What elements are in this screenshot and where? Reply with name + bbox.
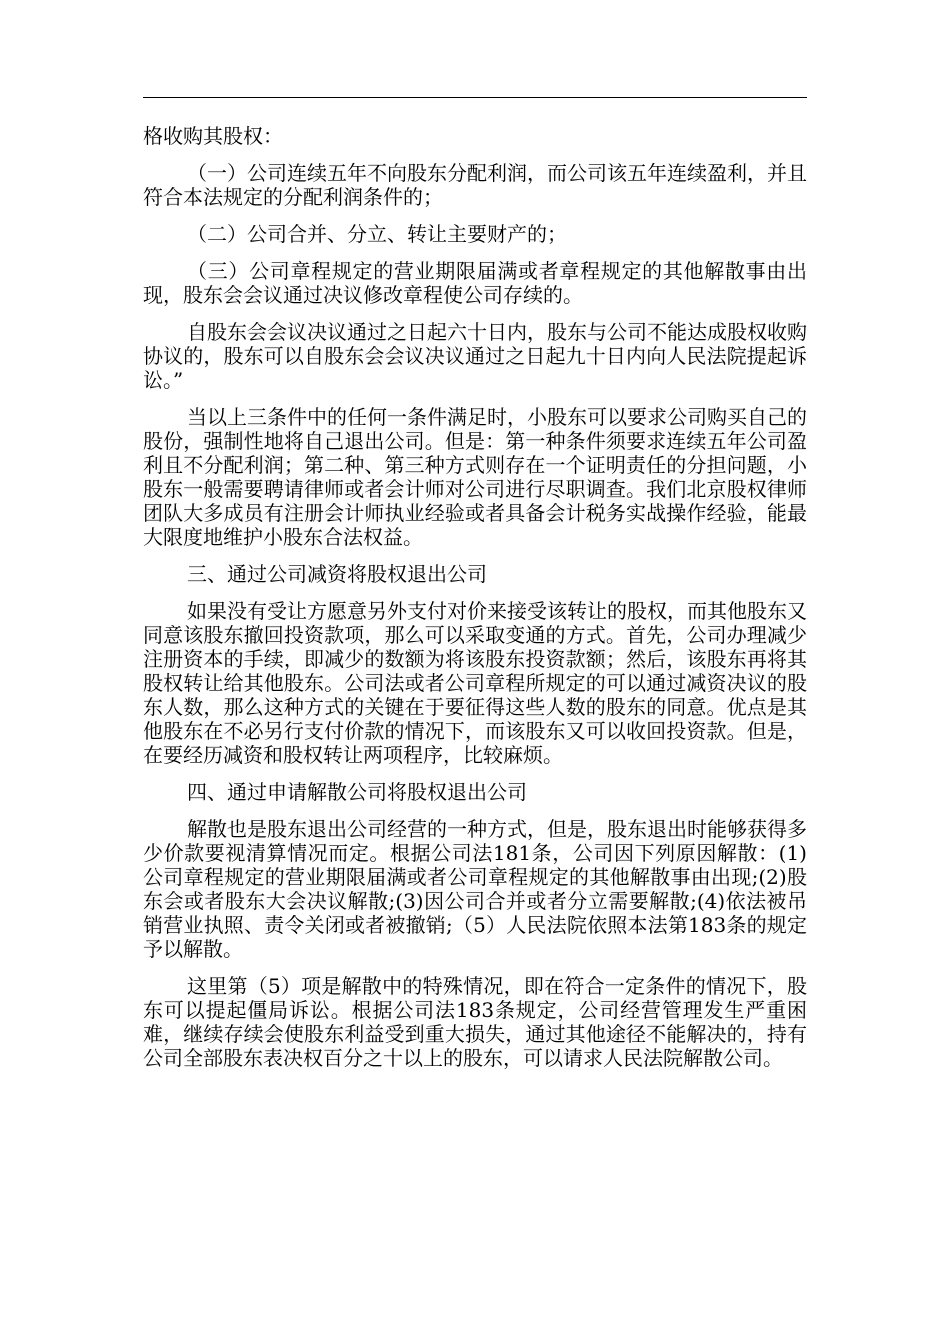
section-heading: 三、通过公司减资将股权退出公司	[187, 562, 487, 586]
paragraph: （一）公司连续五年不向股东分配利润，而公司该五年连续盈利，并且符合本法规定的分配利润条件的；	[143, 161, 807, 209]
paragraph: 这里第（5）项是解散中的特殊情况，即在符合一定条件的情况下，股东可以提起僵局诉讼。根据公司法183条规定，公司经营管理发生严重困难，继续存续会使股东利益受到重大损失，通过其他途径不能解决的，持有公司全部股东表决权百分之十以上的股东，可以请求人民法院解散公司。	[143, 974, 807, 1070]
paragraph: （二）公司合并、分立、转让主要财产的；	[187, 222, 567, 246]
paragraph: （三）公司章程规定的营业期限届满或者章程规定的其他解散事由出现，股东会会议通过决议修改章程使公司存续的。	[143, 259, 807, 307]
paragraph: 解散也是股东退出公司经营的一种方式，但是，股东退出时能够获得多少价款要视清算情况而定。根据公司法181条，公司因下列原因解散：(1)公司章程规定的营业期限届满或者公司章程规定的其他解散事由出现;(2)股东会或者股东大会决议解散;(3)因公司合并或者分立需要解散;(4)依法被吊销营业执照、责令关闭或者被撤销;（5）人民法院依照本法第183条的规定予以解散。	[143, 817, 807, 961]
paragraph: 当以上三条件中的任何一条件满足时，小股东可以要求公司购买自己的股份，强制性地将自己退出公司。但是：第一种条件须要求连续五年公司盈利且不分配利润；第二种、第三种方式则存在一个证明责任的分担问题，小股东一般需要聘请律师或者会计师对公司进行尽职调查。我们北京股权律师团队大多成员有注册会计师执业经验或者具备会计税务实战操作经验，能最大限度地维护小股东合法权益。	[143, 405, 807, 549]
header-rule	[143, 97, 807, 98]
paragraph: 如果没有受让方愿意另外支付对价来接受该转让的股权，而其他股东又同意该股东撤回投资款项，那么可以采取变通的方式。首先，公司办理减少注册资本的手续，即减少的数额为将该股东投资款额；然后，该股东再将其股权转让给其他股东。公司法或者公司章程所规定的可以通过减资决议的股东人数，那么这种方式的关键在于要征得这些人数的股东的同意。优点是其他股东在不必另行支付价款的情况下，而该股东又可以收回投资款。但是，在要经历减资和股权转让两项程序，比较麻烦。	[143, 599, 807, 767]
section-heading: 四、通过申请解散公司将股权退出公司	[187, 780, 527, 804]
paragraph: 自股东会会议决议通过之日起六十日内，股东与公司不能达成股权收购协议的，股东可以自股东会会议决议通过之日起九十日内向人民法院提起诉讼。”	[143, 320, 807, 392]
paragraph: 格收购其股权：	[143, 124, 283, 148]
document-body	[143, 124, 807, 1083]
